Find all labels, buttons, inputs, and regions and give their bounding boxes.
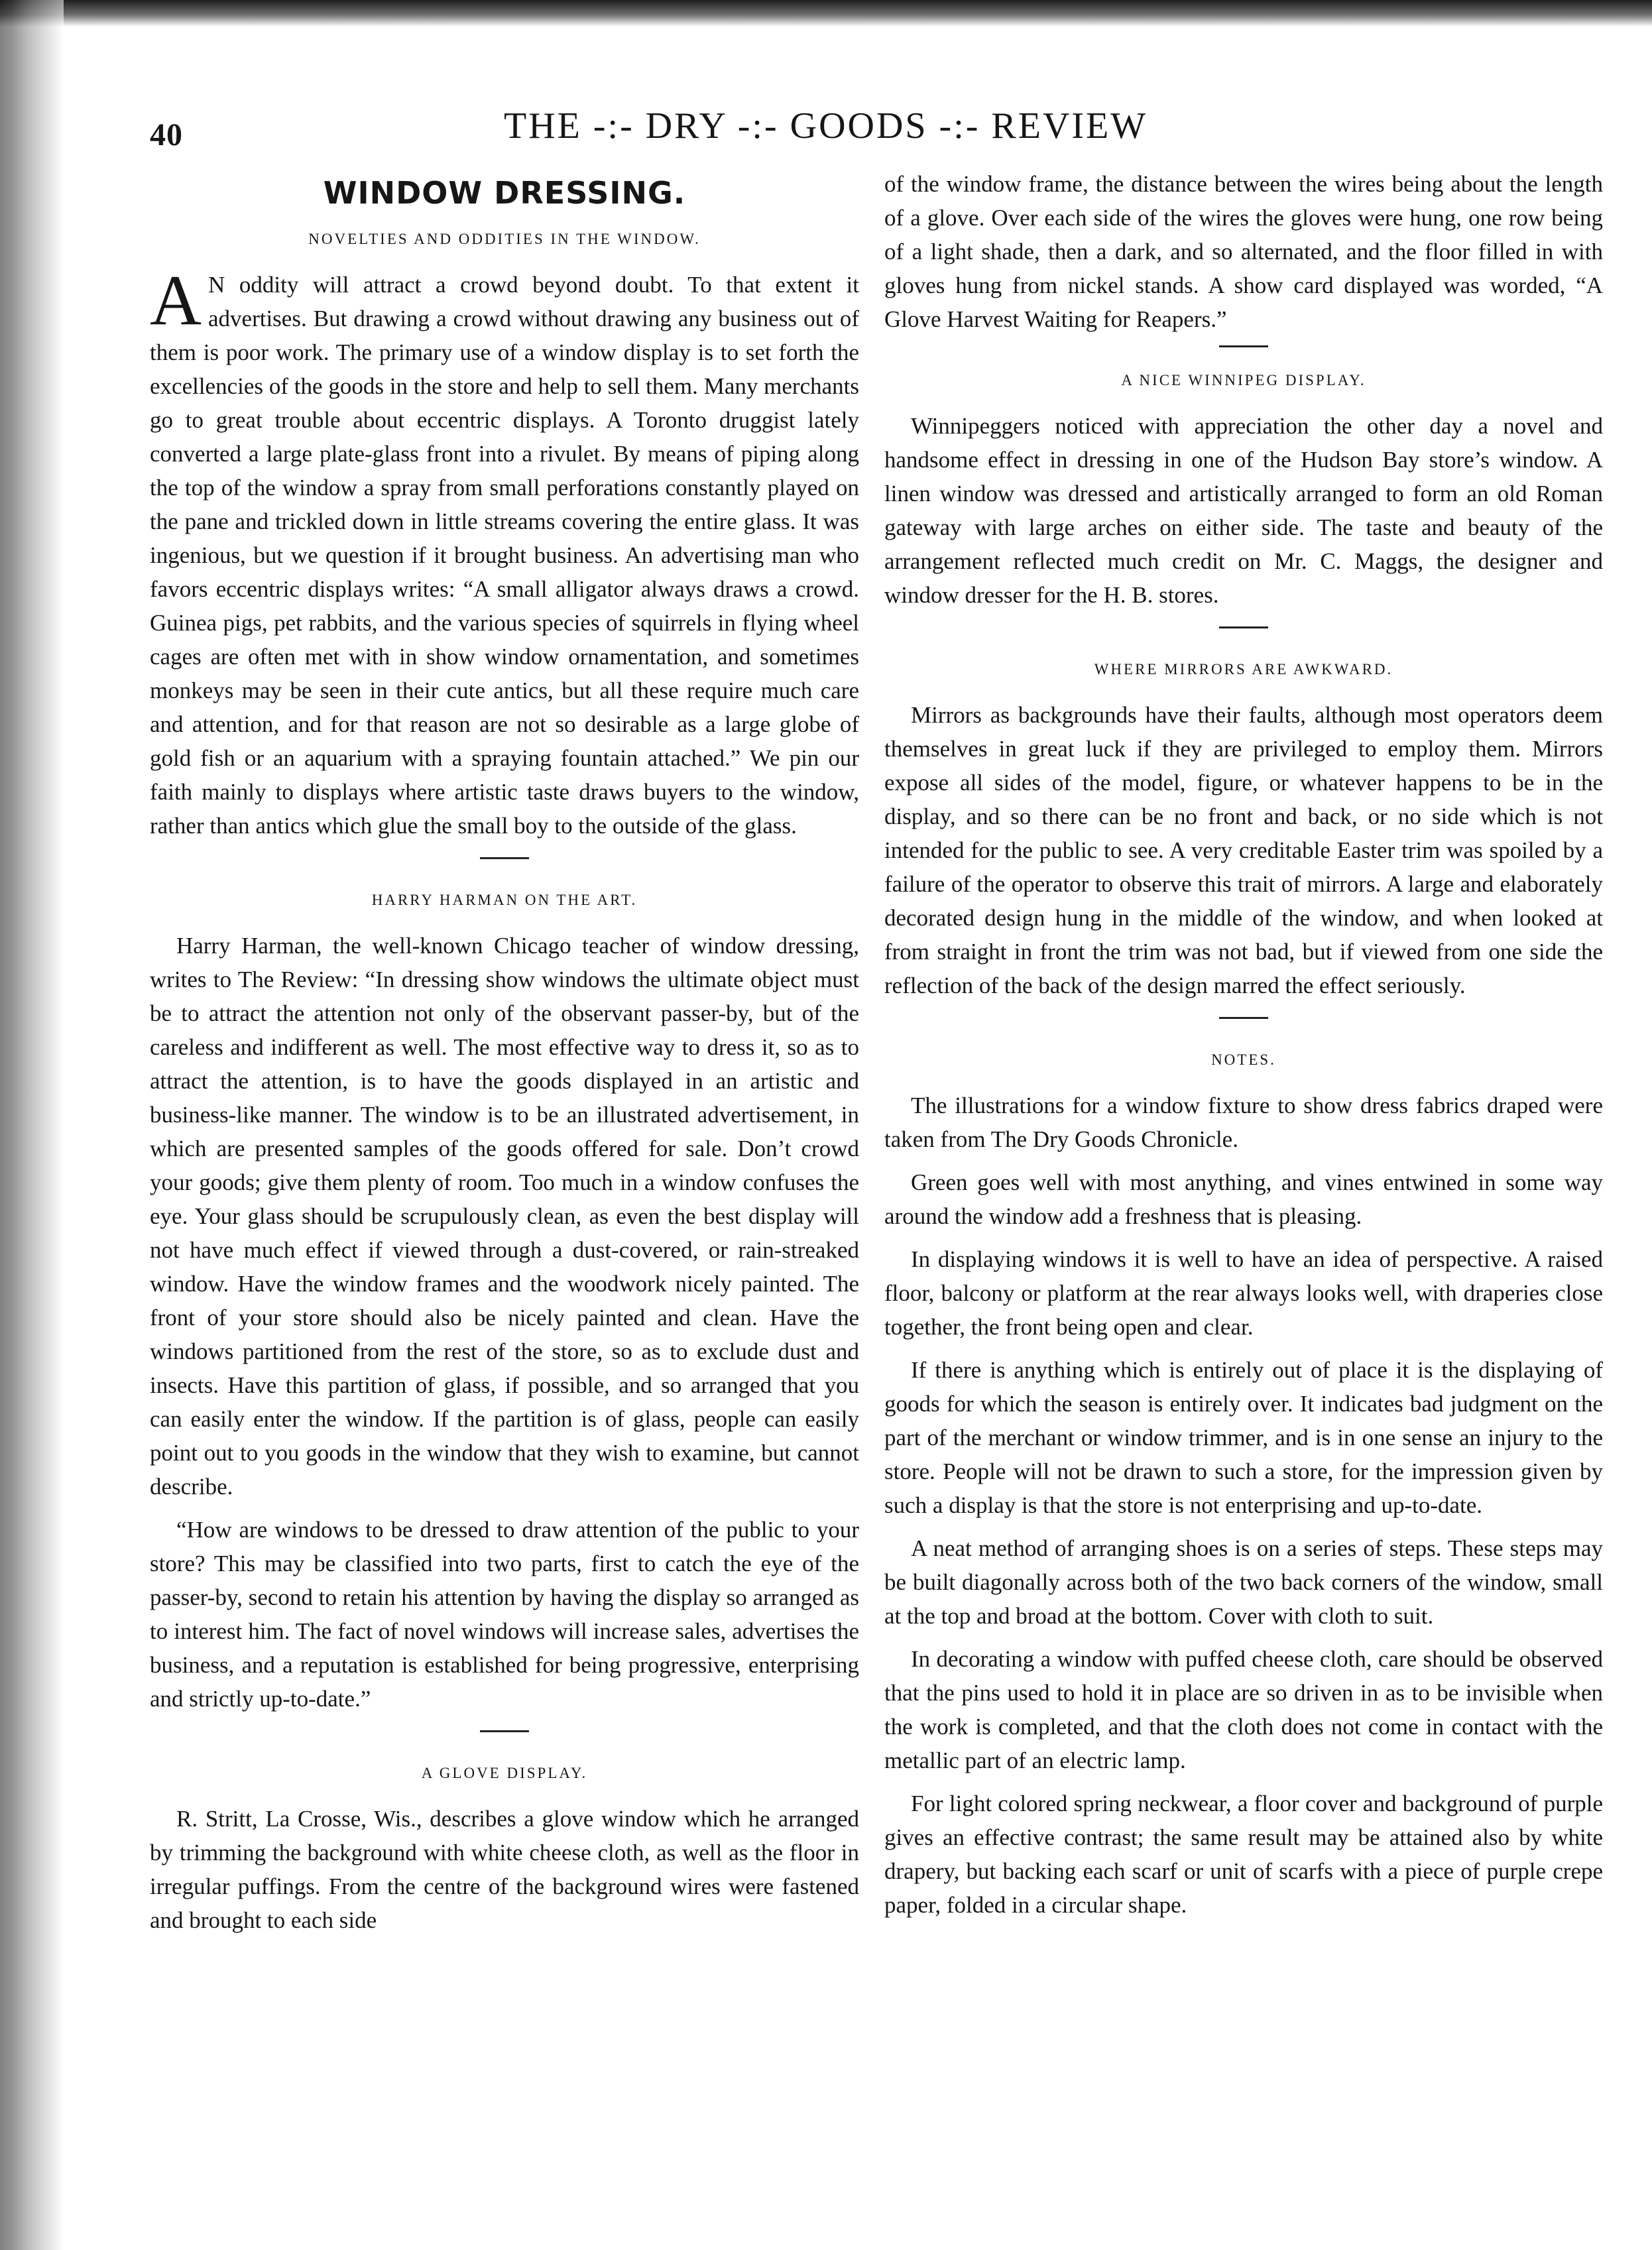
scan-top-edge — [0, 0, 1652, 27]
note-item: In decorating a window with puffed cheese cloth, care should be observed that the pins used to hold it in place are so driven in as to be invisible when the work is completed, and that the cloth does not come in contact with the metallic part of an electric lamp. — [884, 1646, 1603, 1773]
article-subtitle: NOVELTIES AND ODDITIES IN THE WINDOW. — [308, 231, 701, 247]
section-heading-winnipeg: A NICE WINNIPEG DISPLAY. — [1121, 372, 1366, 388]
note-item: In displaying windows it is well to have an idea of perspective. A raised floor, balcony or platform at the rear always looks well, with draperies close together, the front being open and clear. — [884, 1246, 1603, 1340]
publication-masthead: THE -:- DRY -:- GOODS -:- REVIEW — [504, 105, 1148, 147]
section-divider — [480, 1730, 529, 1732]
mirrors-paragraph: Mirrors as backgrounds have their faults, although most operators deem themselves in great luck if they are privileged to employ them. Mirrors expose all sides of the model, figure, or whatever happens to be in the display, and so there can be no front and back, or no side which is not intended for the public to see. A very creditable Easter trim was spoiled by a failure of the operator to observe this trait of mirrors. A large and elaborately decorated design hung in the middle of the window, and when looked at from straight in front the trim was not bad, but if viewed from one side the reflection of the back of the design marred the effect seriously. — [884, 702, 1603, 998]
harman-paragraph-2: “How are windows to be dressed to draw attention of the public to your store? This may be classified into two parts, first to catch the eye of the passer-by, second to retain his attention by having the display so arranged as to interest him. The fact of novel windows will increase sales, advertises the business, and a reputation is established for being progressive, enterprising and strictly up-to-date.” — [150, 1517, 859, 1712]
section-heading-harman: HARRY HARMAN ON THE ART. — [371, 892, 638, 908]
left-column — [150, 166, 859, 1946]
note-item: A neat method of arranging shoes is on a series of steps. These steps may be built diagonally across both of the two back corners of the window, small at the top and broad at the bottom. Cover with cloth to suit. — [884, 1535, 1603, 1629]
note-item: If there is anything which is entirely out of place it is the displaying of goods for which the season is entirely over. It indicates bad judgment on the part of the merchant or window trimmer, and is in one sense an injury to the store. People will not be drawn to such a store, for the impression given by such a display is that the store is not enterprising and up-to-date. — [884, 1357, 1603, 1518]
section-divider — [1219, 1017, 1268, 1019]
note-item: For light colored spring neckwear, a floor cover and background of purple gives an effective contrast; the same result may be attained also by white drapery, but backing each scarf or unit of scarfs with a piece of purple crepe paper, folded in a circular shape. — [884, 1791, 1603, 1918]
glove-paragraph-continued: of the window frame, the distance between the wires being about the length of a glove. Over each side of the wires the gloves were hung, one row being of a light shade, then a dark, and so alternated, and the floor filled in with gloves hung from nickel stands. A show card displayed was worded, “A Glove Harvest Waiting for Reapers.” — [884, 171, 1603, 332]
note-item: Green goes well with most anything, and vines entwined in some way around the window add a freshness that is pleasing. — [884, 1169, 1603, 1229]
drop-cap: A — [150, 261, 202, 340]
harman-paragraph-1: Harry Harman, the well-known Chicago teacher of window dressing, writes to The Review: “In dressing show windows the ultimate object must be to attract the attention not only of the observant passer-by, but of the careless and indifferent as well. The most effective way to dress it, so as to attract the attention, is to have the goods displayed in an artistic and business-like manner. The window is to be an illustrated advertisement, in which are presented samples of the goods offered for sale. Don’t crowd your goods; give them plenty of room. Too much in a window confuses the eye. Your glass should be scrupulously clean, as even the best display will not have much effect if viewed through a dust-covered, or rain-streaked window. Have the window frames and the woodwork nicely painted. The front of your store should also be nicely painted and clean. Have the windows partitioned from the rest of the store, so as to exclude dust and insects. Have this partition of glass, if possible, and so arranged that you can easily enter the window. If the partition is of glass, people can easily point out to you goods in the window that they wish to examine, but cannot describe. — [150, 933, 859, 1500]
section-divider — [1219, 345, 1268, 347]
scan-binding-edge — [0, 0, 64, 2250]
page-number: 40 — [150, 117, 183, 152]
glove-paragraph-start: R. Stritt, La Crosse, Wis., describes a glove window which he arranged by trimming the background with white cheese cloth, as well as the floor in irregular puffings. From the centre of the background wires were fastened and brought to each side — [150, 1806, 859, 1933]
section-heading-mirrors: WHERE MIRRORS ARE AWKWARD. — [1094, 661, 1393, 678]
section-divider — [480, 857, 529, 859]
intro-paragraph — [150, 261, 859, 843]
right-column — [884, 167, 1603, 1931]
article-title: WINDOW DRESSING. — [323, 175, 686, 211]
note-item: The illustrations for a window fixture to show dress fabrics draped were taken from The Dry Goods Chronicle. — [884, 1093, 1603, 1152]
section-divider — [1219, 626, 1268, 628]
section-heading-glove: A GLOVE DISPLAY. — [421, 1765, 588, 1781]
intro-text: N oddity will attract a crowd beyond doubt. To that extent it advertises. But drawing a crowd without drawing any business out of them is poor work. The primary use of a window display is to set forth the excellencies of the goods in the store and help to sell them. Many merchants go to great trouble about eccentric displays. A Toronto druggist lately converted a large plate-glass front into a rivulet. By means of piping along the top of the window a spray from small perforations constantly played on the pane and trickled down in little streams covering the entire glass. It was ingenious, but we question if it brought business. An advertising man who favors eccentric displays writes: “A small alligator always draws a crowd. Guinea pigs, pet rabbits, and the various species of squirrels in flying wheel cages are often met with in show window ornamentation, and sometimes monkeys may be seen in their cute antics, but all these require much care and attention, and for that reason are not so desirable as a large globe of gold fish or an aquarium with a spraying fountain attached.” We pin our faith mainly to displays where artistic taste draws buyers to the window, rather than antics which glue the small boy to the outside of the glass. — [150, 272, 859, 839]
winnipeg-paragraph: Winnipeggers noticed with appreciation the other day a novel and handsome effect in dressing in one of the Hudson Bay store’s window. A linen window was dressed and artistically arranged to form an old Roman gateway with large arches on either side. The taste and beauty of the arrangement reflected much credit on Mr. C. Maggs, the designer and window dresser for the H. B. stores. — [884, 413, 1603, 608]
section-heading-notes: NOTES. — [1211, 1051, 1276, 1068]
